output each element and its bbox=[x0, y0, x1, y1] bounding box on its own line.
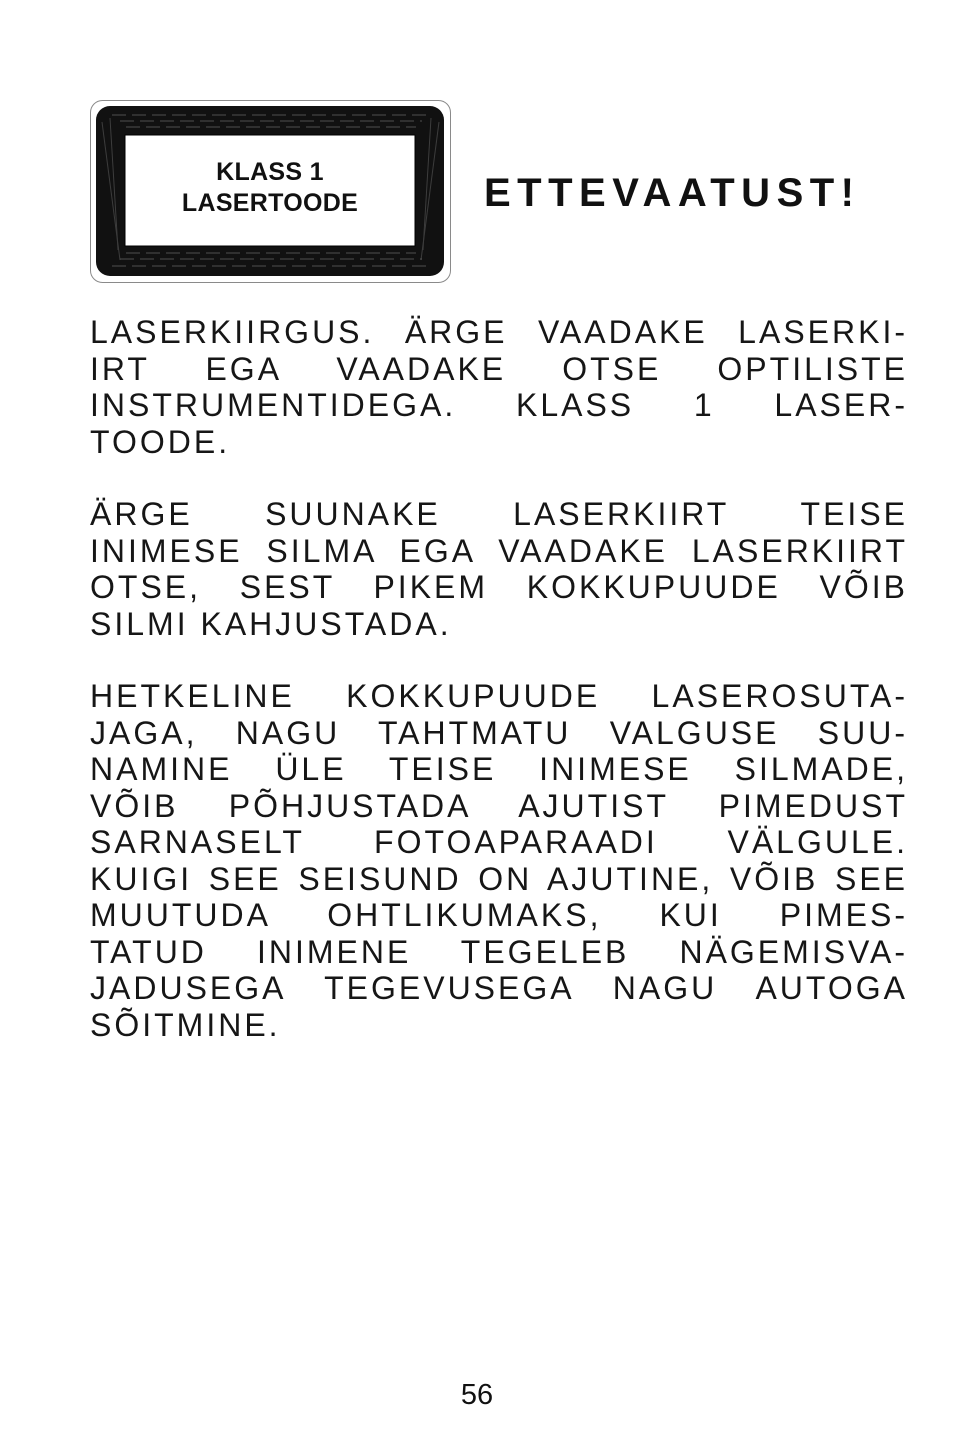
paragraph-line: TOODE. bbox=[90, 423, 231, 460]
paragraph-temporary-blindness bbox=[90, 678, 908, 1043]
paragraph-laser-radiation bbox=[90, 314, 908, 460]
paragraph-line: TATUD INIMENE TEGELEB NÄGEMISVA- bbox=[90, 933, 908, 970]
paragraph-line: INIMESE SILMA EGA VAADAKE LASERKIIRT bbox=[90, 532, 908, 569]
paragraph-line: INSTRUMENTIDEGA. KLASS 1 LASER- bbox=[90, 387, 908, 423]
page-number: 56 bbox=[460, 1379, 494, 1411]
paragraph-line: VÕIB PÕHJUSTADA AJUTIST PIMEDUST bbox=[90, 787, 908, 824]
paragraph-line: LASERKIIRGUS. ÄRGE VAADAKE LASERKI- bbox=[90, 314, 908, 350]
paragraph-line: HETKELINE KOKKUPUUDE LASEROSUTA- bbox=[90, 678, 908, 714]
paragraph-line: MUUTUDA OHTLIKUMAKS, KUI PIMES- bbox=[90, 897, 908, 933]
label-text bbox=[125, 157, 415, 219]
paragraph-line: IRT EGA VAADAKE OTSE OPTILISTE bbox=[90, 350, 908, 387]
label-line-product: LASERTOODE bbox=[181, 189, 359, 217]
paragraph-line: JAGA, NAGU TAHTMATU VALGUSE SUU- bbox=[90, 714, 908, 751]
paragraph-line: SILMI KAHJUSTADA. bbox=[90, 605, 452, 642]
label-line-class: KLASS 1 bbox=[216, 158, 324, 186]
paragraph-line: KUIGI SEE SEISUND ON AJUTINE, VÕIB SEE bbox=[90, 860, 908, 897]
warning-heading: ETTEVAATUST! bbox=[484, 171, 861, 215]
paragraph-line: NAMINE ÜLE TEISE INIMESE SILMADE, bbox=[90, 751, 908, 787]
laser-class-label bbox=[90, 100, 451, 283]
paragraph-line: SARNASELT FOTOAPARAADI VÄLGULE. bbox=[90, 824, 908, 860]
paragraph-eye-warning bbox=[90, 496, 908, 642]
paragraph-line: JADUSEGA TEGEVUSEGA NAGU AUTOGA bbox=[90, 970, 908, 1006]
paragraph-line: OTSE, SEST PIKEM KOKKUPUUDE VÕIB bbox=[90, 569, 908, 605]
paragraph-line: SÕITMINE. bbox=[90, 1006, 281, 1043]
paragraph-line: ÄRGE SUUNAKE LASERKIIRT TEISE bbox=[90, 496, 908, 532]
